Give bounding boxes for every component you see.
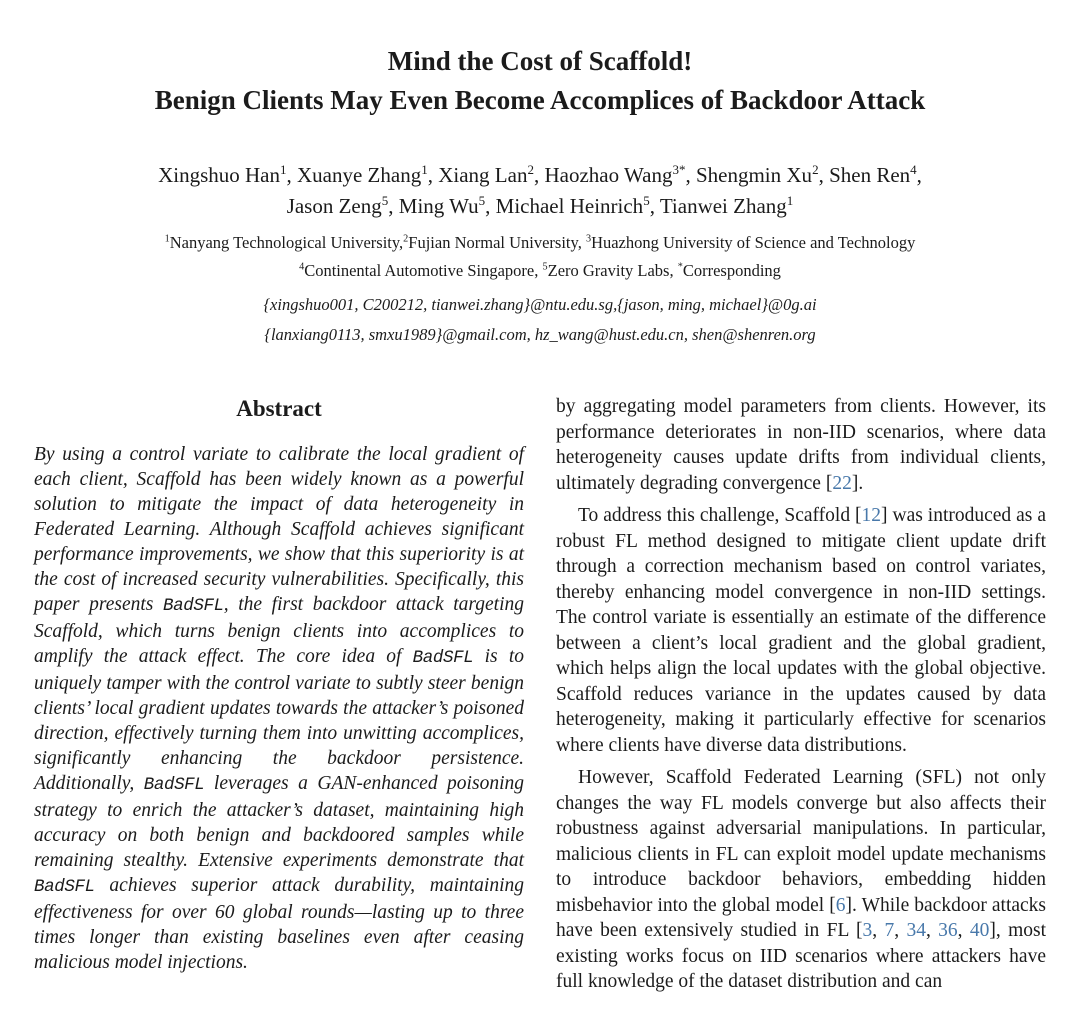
text-segment: ], most existing works focus on IID scenarios where attackers have full knowledge of the dataset distribution and can <box>556 920 1047 992</box>
text-segment: , <box>957 920 970 941</box>
abstract-text <box>34 442 524 975</box>
text-segment: , <box>872 920 885 941</box>
text-segment: , <box>894 920 907 941</box>
text-segment: , Ming Wu <box>388 194 479 218</box>
affiliation-list <box>34 229 1046 285</box>
text-segment: Corresponding <box>682 261 781 280</box>
superscript: 2 <box>812 162 819 177</box>
superscript: 1 <box>279 162 287 177</box>
citation-link[interactable]: 7 <box>884 920 895 941</box>
superscript: 1 <box>421 162 428 177</box>
text-segment: However, Scaffold Federated Learning (SFL) not only changes the way FL models converge but also affects their robustness against adversarial manipulations. In particular, malicious clients in FL can exploit model update mechanisms to introduce backdoor behaviors, embedding hidden misbehavior into the global model [ <box>556 767 1046 916</box>
intro-paragraph-3 <box>556 765 1046 995</box>
text-segment: leverages a GAN-enhanced poisoning strategy to enrich the attacker’s dataset, maintaining high accuracy on both benign and backdoored samples while remaining stealthy. Extensive experiments demonstrate that <box>34 773 524 871</box>
abstract-heading: Abstract <box>236 396 322 421</box>
citation-link[interactable]: 36 <box>938 920 958 941</box>
text-segment: , Shen Ren <box>818 163 911 187</box>
text-segment: Jason Zeng <box>286 194 382 218</box>
citation-link[interactable]: 40 <box>969 920 990 941</box>
text-segment: , Tianwei Zhang <box>649 194 787 218</box>
text-segment: ]. <box>851 472 864 494</box>
text-segment: is to uniquely tamper with the control variate to subtly steer benign clients’ local gradient updates towards the attacker’s poisoned direction, effectively turning them into unwitting accomplices, significantly enhancing the backdoor persistence. Additionally, <box>34 646 524 794</box>
superscript: 5 <box>478 193 486 208</box>
left-column <box>34 394 524 995</box>
paper-title-line-2: Benign Clients May Even Become Accomplices of Backdoor Attack <box>154 85 926 115</box>
inline-code: BadSFL <box>412 648 474 668</box>
text-segment: To address this challenge, Scaffold [ <box>578 505 862 526</box>
text-segment: By using a control variate to calibrate the local gradient of each client, Scaffold has been widely known as a powerful solution to mitigate the impact of data heterogeneity in Federated Learning. Although Scaffold achieves significant performance improvements, we show that this superiority is at the cost of increased security vulnerabilities. Specifically, this paper presents <box>34 444 524 615</box>
superscript: 5 <box>643 193 650 208</box>
inline-code: BadSFL <box>34 877 95 897</box>
text-segment: ]. While backdoor attacks have been extensively studied in FL [ <box>556 894 1047 941</box>
superscript: 4 <box>299 261 305 273</box>
superscript: 2 <box>527 162 534 177</box>
author-list <box>34 160 1046 222</box>
superscript: 3 <box>585 233 592 245</box>
superscript: 5 <box>381 193 389 208</box>
intro-paragraph-2 <box>556 503 1046 758</box>
citation-link[interactable]: 12 <box>861 505 882 526</box>
text-segment: achieves superior attack durability, maintaining effectiveness for over 60 global rounds—lasting up to three times longer than existing baselines even after ceasing malicious model injections. <box>34 875 524 973</box>
two-column-body <box>34 394 1046 995</box>
text-segment: Huazhong University of Science and Technology <box>591 233 916 252</box>
text-segment: Zero Gravity Labs, <box>547 261 678 280</box>
paper-page <box>0 42 1080 1017</box>
paper-title <box>34 42 1046 120</box>
author-line-1 <box>34 160 1046 191</box>
affiliation-line-2 <box>34 257 1046 285</box>
superscript: 4 <box>910 162 917 177</box>
text-segment: , Shengmin Xu <box>685 163 813 187</box>
superscript: * <box>677 261 683 273</box>
text-segment: , Michael Heinrich <box>485 194 644 218</box>
author-line-2 <box>34 191 1046 222</box>
text-segment: , Xuanye Zhang <box>286 163 422 187</box>
email-list <box>34 290 1046 350</box>
text-segment: Xingshuo Han <box>158 163 280 187</box>
paper-title-line-1: Mind the Cost of Scaffold! <box>387 46 693 76</box>
inline-code: BadSFL <box>143 775 205 795</box>
affiliation-line-1 <box>34 229 1046 257</box>
superscript: 2 <box>403 233 409 245</box>
citation-link[interactable]: 3 <box>862 920 873 941</box>
inline-code: BadSFL <box>163 596 224 616</box>
text-segment: , the first backdoor attack targeting Scaffold, which turns benign clients into accomplices to amplify the attack effect. The core idea of <box>34 594 524 667</box>
citation-link[interactable]: 34 <box>906 920 926 941</box>
superscript: 5 <box>542 261 548 273</box>
right-column <box>556 394 1046 995</box>
citation-link[interactable]: 6 <box>835 894 846 916</box>
text-segment: Nanyang Technological University, <box>169 233 404 252</box>
text-segment: by aggregating model parameters from clients. However, its performance deteriorates in non-IID scenarios, where data heterogeneity causes update drifts from individual clients, ultimately degrading convergence [ <box>556 396 1046 494</box>
text-segment: Fujian Normal University, <box>408 233 586 252</box>
email-line-1: {xingshuo001, C200212, tianwei.zhang}@ntu.edu.sg,{jason, ming, michael}@0g.ai <box>263 295 817 314</box>
superscript: 3* <box>672 162 686 177</box>
text-segment: , Haozhao Wang <box>533 163 673 187</box>
text-segment: Continental Automotive Singapore, <box>304 261 543 280</box>
citation-link[interactable]: 22 <box>832 472 852 494</box>
text-segment: , <box>925 920 939 941</box>
superscript: 1 <box>786 193 794 208</box>
text-segment: ] was introduced as a robust FL method designed to mitigate client update drift through a correction mechanism based on control variates, thereby enhancing model convergence in non-IID settings. The control variate is essentially an estimate of the difference between a client’s local gradient and the global gradient, which helps align the local updates with the global objective. Scaffold reduces variance in the updates caused by data heterogeneity, making it particularly effective for scenarios where clients have diverse data distributions. <box>556 505 1046 756</box>
intro-paragraph-1 <box>556 394 1046 496</box>
text-segment: , Xiang Lan <box>427 163 528 187</box>
text-segment: , <box>916 163 922 187</box>
superscript: 1 <box>164 233 170 245</box>
email-line-2: {lanxiang0113, smxu1989}@gmail.com, hz_wang@hust.edu.cn, shen@shenren.org <box>264 325 816 344</box>
